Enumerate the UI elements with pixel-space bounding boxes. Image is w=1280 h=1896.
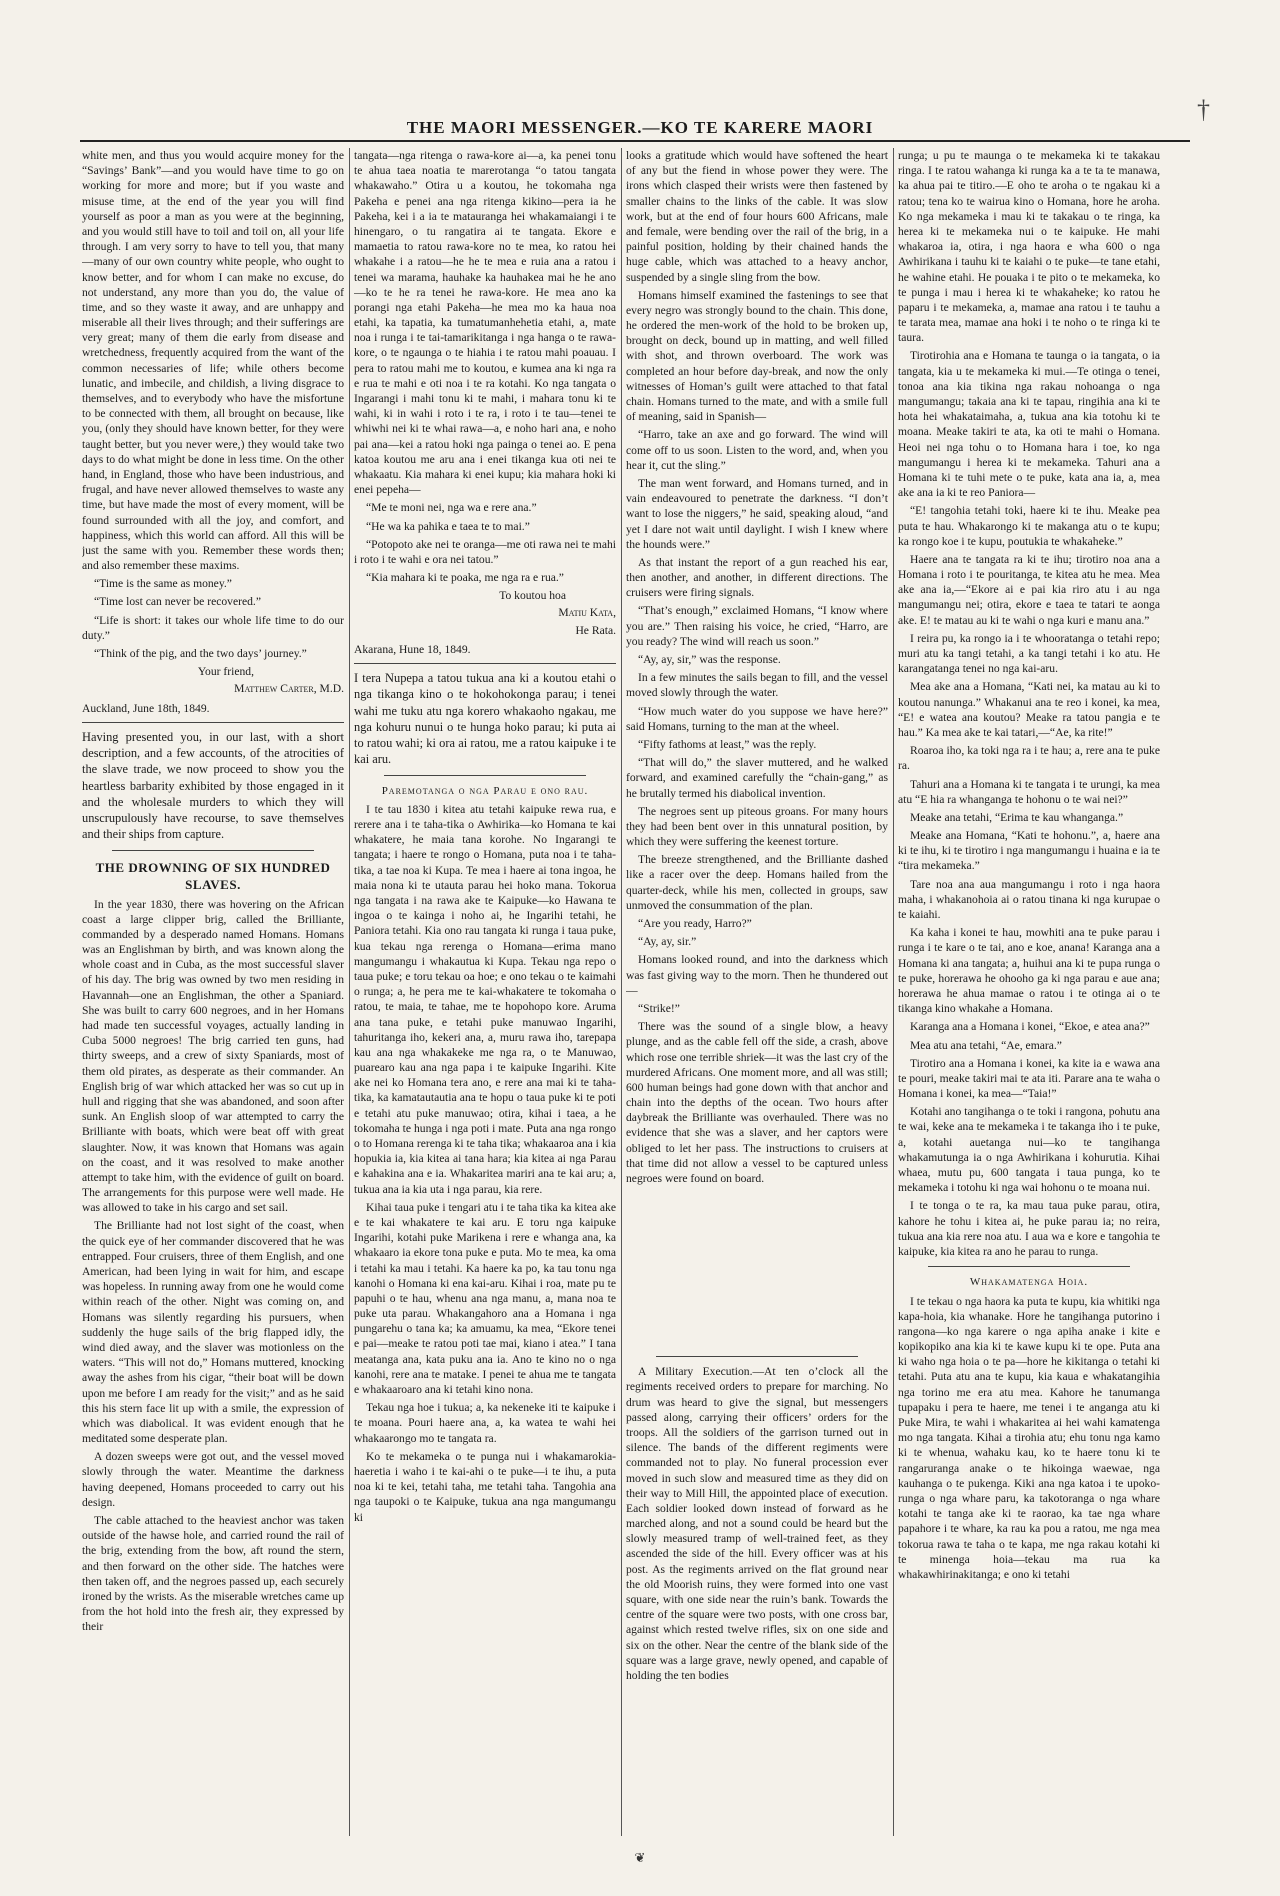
paragraph: Tekau nga hoe i tukua; a, ka nekeneke iti te kaipuke i te moana. Pouri haere ana, a, ka watea te wahi hei whakaarongo mo te tangata ra. <box>354 1401 616 1445</box>
paragraph: white men, and thus you would acquire money for the “Savings’ Bank”—and you would have time to go on working for more and more; but if you waste and misuse time, at the end of the year you will find yourself as poor a man as you were at the beginning, and you would still have to toil and toil on, all your life through. I am very sorry to have to tell you, that many—many of our own country white people, who ought to know better, and for whom I can make no excuse, do not understand, any more than you do, the value of time, and so they waste it away, and are unhappy and miserable all their lives through; and their sufferings are very great; many of them die early from disease and wretchedness, frequently acquired from the want of the common necessaries of life; while others become lunatic, and imbecile, and childish, a living disgrace to themselves, and to everybody who have the misfortune to be connected with them, all brought on because, like you, (only they should have known better, for they were taught better, but you never were,) they would take two days to do what might be done in less time. On the other hand, in England, those who have been industrious, and frugal, and have never allowed themselves to waste any time, but have made the most of every moment, will be found surrounded with all the joy, and comfort, and happiness, which this world can afford. All this will be just the same with you. Remember these words then; and also remember these maxims. <box>82 149 344 573</box>
paragraph: In a few minutes the sails began to fill, and the vessel moved slowly through the water. <box>626 671 888 700</box>
column-1 <box>82 148 344 1836</box>
paragraph: “Are you ready, Harro?” <box>638 917 752 930</box>
intro-paragraph: Having presented you, in our last, with a short description, and a few accounts, of the atrocities of the slave trade, we now proceed to show you the heartless barbarity exhibited by those engaged in it and the wholesale murders to which they will unscrupulously have recourse, to save themselves and their ships from capture. <box>82 729 344 842</box>
paragraph: “That’s enough,” exclaimed Homans, “I know where you are.” Then raising his voice, he cried, “Harro, are you ready? The wind will reach us soon.” <box>626 604 888 648</box>
maxim: “Life is short: it takes our whole life time to do our duty.” <box>82 613 344 642</box>
signature: Matiu Kata, <box>558 606 616 620</box>
paragraph: “Strike!” <box>638 1001 680 1015</box>
maxim: “He wa ka pahika e taea te to mai.” <box>366 519 530 533</box>
article-title: Paremotanga o nga Parau e ono rau. <box>381 784 589 797</box>
paragraph: Haere ana te tangata ra ki te ihu; tirotiro noa ana a Homana i roto i te pouritanga, te kitea atu he mea. Mea ake ana ia,—“Ekore ai e pai kia riro atu i au nga mangumangu nei; otira, ekore e taea te tatari te aonga ake. E! te matau au ki te wahi o nga kuri e manu ana.” <box>898 552 1160 627</box>
section-rule <box>656 1356 858 1357</box>
masthead: THE MAORI MESSENGER.—KO TE KARERE MAORI <box>406 118 874 137</box>
paragraph: Karanga ana a Homana i konei, “Ekoe, e atea ana?” <box>910 1020 1150 1034</box>
section-rule <box>384 775 586 776</box>
paragraph: Tare noa ana aua mangumangu i roto i nga haora maha, i whakanohoia ai o ratou tinana ki nga kurupae o te kaiahi. <box>898 877 1160 921</box>
section-rule <box>82 722 344 723</box>
section-rule <box>354 663 616 664</box>
column-divider <box>893 148 894 1836</box>
paragraph: I te tekau o nga haora ka puta te kupu, kia whitiki nga kapa-hoia, kia whanake. Hore he tangihanga putorino i rangona—ko nga karere o nga apiha anake i kite e kopikopiko ana kia ki te kawe kupu ki te ope. Puta ana ki waho nga hoia o te pa—hore he kikitanga o tetahi ki tetahi. Puta atu ana te kupu, kia kaua e whakatangihia nga torino me era atu mea. Kahore he tanumanga tupapaku i pera te haere, me tenei i te anganga atu ki Puke Mira, te wahi i whakaritea ai hei wahi kamatenga mo nga tangata. Kihai a tirohia atu; ehu tonu nga kamo ki te whenua, wahaku kau, ko te haere tonu ki te rangaruranga anake o te hikoinga waewae, nga kauhanga o te pukenga. Kiki ana nga katoa i te upoko-runga o nga whare paru, ka takotoranga o nga whare kotahi te tanga ake ki te raorao, ka tae nga whare papahore i te whare, ka rau ka pou a ratou, me nga mea tokorua rawa te taha o te kapa, me nga rakau kotahi ki te minenga hoia—tekau ma rua ka whakawhirinakitanga; e ono ki tetahi <box>898 1294 1160 1581</box>
paragraph: Mea ake ana a Homana, “Kati nei, ka matau au ki to koutou nanunga.” Whakanui ana te reo i konei, ka mea, “E! e watea ana koutou? Meake ra tatou pangia e te hau.” Ka mea ake te kai tatari,—“Ae, ka rite!” <box>898 680 1160 739</box>
signature: Matthew Carter, M.D. <box>234 682 344 696</box>
paragraph: Kotahi ano tangihanga o te toki i rangona, pohutu ana te wai, keke ana te mekameka i te takanga iho i te puke, a, kotahi auetanga nui—ko te tangihanga whakamutunga ia o nga Awhirikana i kohurutia. Kihai whaea, mutu pu, 600 tangata i taua punga, ko te mekameka i totohu ki nga wai hohonu o te moana nui. <box>898 1105 1160 1195</box>
paragraph: Homans looked round, and into the darkness which was fast giving way to the morn. Then he thundered out— <box>626 953 888 997</box>
paragraph: The cable attached to the heaviest anchor was taken outside of the hawse hole, and carried round the rail of the brig, extending from the bow, aft round the stern, and then forward on the other side. The hatches were then taken off, and the negroes passed up, each securely ironed by the wrists. As the miserable wretches came up from the hot hold into the fresh air, they expressed by their <box>82 1514 344 1634</box>
article-title: THE DROWNING OF SIX HUNDRED SLAVES. <box>95 859 331 892</box>
maxim: “Think of the pig, and the two days’ journey.” <box>94 647 307 660</box>
paragraph: Homans himself examined the fastenings to see that every negro was strongly bound to the chain. This done, he ordered the men-work of the hold to be broken up, brought on deck, bound up in matting, and well filled with shot, and thrown overboard. The work was completed an hour before day-break, and now the only witnesses of Homan’s guilt were attached to that fatal chain. Homans turned to the mate, and with a smile full of meaning, said in Spanish— <box>626 288 888 424</box>
maxim: “Time is the same as money.” <box>94 577 232 591</box>
paragraph: The breeze strengthened, and the Brilliante dashed like a racer over the deep. Homans hailed from the quarter-deck, while his men, collected in groups, saw unmoved the consummation of the plan. <box>626 853 888 912</box>
paragraph: Tirotirohia ana e Homana te taunga o ia tangata, o ia tangata, kia u te mekameka ki mui.—Te otinga o tenei, tonoa ana kia tikina nga rakau nohoanga o nga mangumangu; takaia ana ki te tapau, ringihia ana ki te hota hei whakataimaha, a, tukua ana kia totohu ki te moana. Meake takiri te ata, ka oti te mahi o Homana. Heoi nei nga tohu o to Homana hara i toe, ko nga mangumangu i herea ki te mekameka. Tahuri ana a Homana ki te tuhi mete o te puke, kata ana ia, a, mea ake ana ia ki te reo Paniora— <box>898 349 1160 500</box>
paragraph: “E! tangohia tetahi toki, haere ki te ihu. Meake pea puta te hau. Whakarongo ki te makanga atu o te kupu; ka rongo koe i te kupu, poutukia te whakaheke.” <box>898 504 1160 548</box>
paragraph: Meake ana tetahi, “Erima te kau whanganga.” <box>910 810 1124 824</box>
maxim: “Kia mahara ki te poaka, me nga ra e rua.” <box>366 571 564 585</box>
paragraph: The Brilliante had not lost sight of the coast, when the quick eye of her commander discovered that he was entrapped. Four cruisers, three of them English, and one American, had been lying in wait for him, and escape was hopeless. In running away from one he would come within reach of the other. Night was coming on, and Homans was silently regarding his pursuers, when suddenly the huge sails of the brig flapped idly, the wind died away, and the slaver was motionless on the waters. “This will not do,” Homans muttered, knocking away the ashes from his cigar, “their boat will be down upon me before I am ready for the visit;” and as he said this his stern face lit up with a smile, the expression of which was diabolical. It was evident enough that he meditated some desperate plan. <box>82 1219 344 1446</box>
paragraph: Tahuri ana a Homana ki te tangata i te urungi, ka mea atu “E hia ra whanganga te hohonu o te wai nei?” <box>898 777 1160 806</box>
paragraph: “Fifty fathoms at least,” was the reply. <box>638 737 817 751</box>
paragraph: Roaroa iho, ka toki nga ra i te hau; a, rere ana te puke ra. <box>898 744 1160 773</box>
closing: Your friend, <box>197 665 254 679</box>
column-divider <box>349 148 350 1836</box>
paragraph: I reira pu, ka rongo ia i te whooratanga o tetahi repo; muri atu ka tangi tetahi, a ka tangi tetahi i ko atu. He karangatanga tenei no nga kai-aru. <box>898 631 1160 676</box>
paragraph: tangata—nga ritenga o rawa-kore ai—a, ka penei tonu te ahua taea noatia te marerotanga “o tatou tangata whakawaho.” Otira u a koutou, he tokomaha nga Pakeha e penei ana nga ritenga kikino—pera ia he Pakeha, kei i a ia te matauranga hei whakamaiangi i te hinengaro, o tu rangatira ai te tangata. Ekore e mamaetia to ratou rawa-kore no te mea, ko ratou hei whakahe i a ratou—he he te mea e ruia ana a ratou i tenei wa marama, hauhake ka hauhakea mai he he ano—ko te he ra tenei he rawa-kore. He mea ano ka porangi nga etahi Pakeha—he mea mo ka haua noa etahi, ka tapatia, ka tumatumanhehetia etahi, a, mate noa i runga i te tai-tamarikitanga i nga hanga o te rawa-kore, o te ngaunga o te hiahia i te ratou mahi poauau. I pera to ratou mahi me to koutou, e kumea ana ki nga ra e rua te mahi e oti noa i te ra kotahi. Ko nga tangata o Ingarangi i mahi tonu ki te mahi, i mahara tonu ki te wahi, ki in wahi i roto i te ra, i roto i te tau—tenei te whiwhi nei ki te whai rawa—a, e noho hari ana, e noho pai ana—kei a ratou hoki nga painga o tenei ao. E pena katoa koutou me aru ana i enei tikanga kua oti nei te whakaatu. Kia mahara ki enei kupu; kia mahara hoki ki enei pepeha— <box>354 149 616 497</box>
footer-ornament: ❦ <box>634 1850 646 1865</box>
dateline: Akarana, Hune 18, 1849. <box>354 642 471 656</box>
paragraph: Kihai taua puke i tengari atu i te taha tika ka kitea ake e te kai whakatere te kai aru. E toru nga kaipuke Ingarihi, kotahi puke Marikena i rere e whanga ana, ka whakaaro ia ekore tona puke e puta. Mo te mea, ka oma i tetahi ka mau i tetahi. Ka haere ka po, ka tau tonu nga kanohi o Homana ki ena kai-aru. Kihai i roa, mate pu te papuhi o te hau, whenu ana nga manu, a, mana noa te puke uta parau. Whakangahoro ana a Homana i nga pungarehu o tana ka; ka amuamu, ka mea, “Ekore tenei e pai—meake te ratou poti tae mai, kiano i atea.” I tana meatanga ana, kata puku ana ia. Ano te kino no o nga kanohi, rere ana te matake. I penei te ahua me te tangata e whakaaroaro ana ki tetahi kino nona. <box>354 1200 616 1397</box>
dateline: Auckland, June 18th, 1849. <box>82 701 210 715</box>
paragraph: The negroes sent up piteous groans. For many hours they had been bent over in this unnatural position, by which they were suffering the keenest torture. <box>626 804 888 849</box>
paragraph: “How much water do you suppose we have here?” said Homans, turning to the man at the wheel. <box>626 704 888 733</box>
paragraph: The man went forward, and Homans turned, and in vain endeavoured to penetrate the darkness. “I don’t want to lose the niggers,” he said, speaking aloud, “and yet I dare not wait until daylight. I wish I knew where the hounds were.” <box>626 476 888 551</box>
column-3 <box>626 148 888 1836</box>
column-2 <box>354 148 616 1836</box>
closing: To koutou hoa <box>499 589 566 603</box>
paragraph: “Ay, ay, sir.” <box>638 935 697 949</box>
paragraph: There was the sound of a single blow, a heavy plunge, and as the cable fell off the side, a crash, above which rose one terrible shriek—it was the last cry of the murdered Africans. One moment more, and all was still; 600 human beings had gone down with that anchor and chain into the depths of the ocean. Two hours after daybreak the Brilliante was overhauled. There was no evidence that she was a slaver, and her captors were obliged to let her pass. The instructions to cruisers at that time did not allow a vessel to be captured unless negroes were found on board. <box>626 1020 888 1185</box>
paragraph: “Ay, ay, sir,” was the response. <box>638 653 781 666</box>
column-4 <box>898 148 1160 1836</box>
maxim: “Time lost can never be recovered.” <box>94 595 261 609</box>
column-divider <box>621 148 622 1836</box>
maxim: “Me te moni nei, nga wa e rere ana.” <box>366 501 537 515</box>
paragraph: runga; u pu te maunga o te mekameka ki te takakau ringa. I te ratou wahanga ki runga ka a te ta te manawa, ka ahua pai te titiro.—E oho te aroha o te ngakau ki a ratou; tena ko te wairua kino o Homana, hore he aroha. Ko nga mekameka i mau ki te takakau o te ringa, ka herea ki te mekameka nui o te kaipuke. He mahi whakaroa ia, otira, i nga haora e wha 600 o nga Awhirikana i tauhu ki te kaiahi o te puke—te tane etahi, he wahine etahi. He pouaka i te pito o te mekameka, ko te punga i mau i herea ki te whakaheke; ko ratou he paparu i te mekameka, a, mamae ana ratou i te tauhu a te tarata mea, mamae ana hoki i te noho o te ringa ki te taura. <box>898 149 1160 345</box>
paragraph: looks a gratitude which would have softened the heart of any but the fiend in whose power they were. The irons which clasped their wrists were then fastened by smaller chains to the links of the cable. It was slow work, but at the end of four hours 600 Africans, male and female, were bending over the rail of the brig, in a painful position, holding by their chained hands the huge cable, which was attached to a heavy anchor, suspended by a single sling from the bow. <box>626 149 888 284</box>
paragraph: Mea atu ana tetahi, “Ae, emara.” <box>910 1038 1062 1052</box>
paragraph: Ka kaha i konei te hau, mowhiti ana te puke parau i runga i te kare o te tai, ano e koe, anana! Karanga ana a Homana ki ana tangata; a, huihui ana ki te pupa runga o te puke, horerawa he ohooho ga ki nga parau e aue ana; horerawa he ahua mamae o ratou i te otinga ai o te tikanga kino whakahe a Homana. <box>898 926 1160 1016</box>
paragraph: “Harro, take an axe and go forward. The wind will come off to us soon. Listen to the word, and, when you hear it, cut the sling.” <box>626 428 888 472</box>
paragraph: A dozen sweeps were got out, and the vessel moved slowly through the water. Meantime the darkness having deepened, Homans proceeded to carry out his design. <box>82 1450 344 1509</box>
paragraph: I te tonga o te ra, ka mau taua puke parau, otira, kahore he tohu i kitea ai, he puke parau ia; no reira, tukua ana kia rere noa atu. I aua wa e kore e tangohia te kaipuke, kia kitea ra ano he parau to runga. <box>898 1199 1160 1258</box>
corner-mark: † <box>1197 95 1210 124</box>
paragraph: As that instant the report of a gun reached his ear, then another, and another, in different directions. The cruisers were firing signals. <box>626 555 888 600</box>
article-title: Whakamatenga Hoia. <box>969 1276 1089 1289</box>
paragraph: I te tau 1830 i kitea atu tetahi kaipuke rewa rua, e rerere ana i te taha-tika o Awhirika—ko Homana te kai whakatere, he maia tana korohe. No Ingarangi te tangata; i haere te rongo o Homana, puta noa i te taha-tika, a tae noa ki Kupa. Te mea i haere ai tona ingoa, he maia nona ki te utauta parau hei hoko mana. Tokorua nga tangata i na rawa ake te Kaipuke—ko Hawana te ingoa o te kainga i noho ai, he Ingarihi tetahi, he Paniora tetahi. Kia ono rau tangata ki runga i taua puke, kua tekau nga rerenga o Homana—erima mano mangumangu i whakautua ki Kupa. Tekau nga repo o taua puke; e toru tekau oa hoe; e ono tekau o te kaimahi o runga; a, he pera me te kai-whakatere te tokomaha o ratou, te maia, te tahae, me te hopohopo kore. Aruma ana tana puke, e tetahi puke manuwao Ingarihi, tahuritanga iho, kekeri ana, a, muru rawa iho, tarepapa kau ana nga whakakeke me nga ra, o te Manuwao, puarearo kau ana nga papa i te kaipuke Ingarihi. Kite ake nei ko Homana tera ano, e rere ana mai ki te taha-tika, ka kamatautautia ana te hopu o taua puke ki te poti e tetahi atu puke manuwao; otira, kihai i taea, a he tokomaha te hunga i nga poti i mate. Puta ana nga rongo o to Homana rerenga ki te taha tika; whakaaroa ana i kia hopukia ia, kia kitea ai tana hara; kia kitea ai nga Parau e kahakina ana e ia. Whakaritea mariri ana te kai aru; a, tukua ana ia kia uta i nga parau, kia rere. <box>354 802 616 1196</box>
section-rule <box>112 850 314 851</box>
signature-role: He Rata. <box>575 623 616 637</box>
paragraph: Tirotiro ana a Homana i konei, ka kite ia e wawa ana te pouri, meake takiri mai te ata iti. Parare ana te waha o Homana i konei, ka mea—“Taia!” <box>898 1056 1160 1101</box>
masthead-rule <box>80 140 1190 142</box>
paragraph: “That will do,” the slaver muttered, and he walked forward, and examined carefully the “chain-gang,” as he brutally termed his diabolical invention. <box>626 756 888 800</box>
paragraph: Meake ana Homana, “Kati te hohonu.”, a, haere ana ki te ihu, ki te tirotiro i nga mangumangu i huaina e ia te “tira mekameka.” <box>898 829 1160 873</box>
maxim: “Potopoto ake nei te oranga—me oti rawa nei te mahi i roto i te wahi e ora nei tatou.” <box>354 537 616 566</box>
paragraph: Ko te mekameka o te punga nui i whakamarokia-haeretia i waho i te kai-ahi o te puke—i te ihu, a puta noa ki te kei, tetahi taha, me tetahi taha. Tangohia ana nga taupoki o te Kaipuke, tukua ana nga mangumangu ki <box>354 1449 616 1524</box>
intro-paragraph: I tera Nupepa a tatou tukua ana ki a koutou etahi o nga tikanga kino o te hokohokonga parau; i tenei wahi me tuku atu nga korero whakaoho ngakau, me nga kohuru nunui o te hunga hoko parau; ki puta ai to ratou wahi; ki ora ai ratou, me a ratou kaipuke i te kai aru. <box>354 671 616 767</box>
paragraph: A Military Execution.—At ten o’clock all the regiments received orders to prepare for marching. No drum was heard to give the signal, but messengers passed along, carrying their officers’ orders for the troops. All the soldiers of the garrison turned out in silence. The bands of the different regiments were commanded not to play. No funeral procession ever moved in such slow and measured time as they did on their way to Mill Hill, the appointed place of execution. Each soldier looked down instead of forward as he marched along, and not a sound could be heard but the slowly measured tramp of well-trained feet, as they ascended the side of the hill. Every officer was at his post. As the regiments arrived on the flat ground near the old Moorish ruins, they were formed into one vast square, with one side near the ruin’s bank. Towards the centre of the square were two posts, with one cross bar, against which rested twelve rifles, six on one side and six on the other. Near the centre of the blank side of the square was a large grave, newly opened, and capable of holding the ten bodies <box>626 1365 888 1682</box>
section-rule <box>928 1266 1130 1267</box>
paragraph: In the year 1830, there was hovering on the African coast a large clipper brig, called the Brilliante, commanded by a desperado named Homans. Homans was an Englishman by birth, and was known along the whole coast and in Cuba, as the most successful slaver of his day. The brig was owned by two men residing in Havannah—one an Englishman, the other a Spaniard. She was built to carry 600 negroes, and in her Homans had made ten successful voyages, actually landing in Cuba 5000 negroes! The brig carried ten guns, had thirty sweeps, and a crew of sixty Spaniards, most of them old pirates, as desperate as their commander. An English brig of war which attacked her was so cut up in hull and rigging that she was abandoned, and soon after sunk. An English sloop of war attempted to carry the Brilliante with boats, which were beat off with great slaughter. Now, it was known that Homans was again on the coast, and it was resolved to make another attempt to take him, with the evidence of guilt on board. The arrangements for this purpose were well made. He was allowed to take in his cargo and set sail. <box>82 897 344 1215</box>
